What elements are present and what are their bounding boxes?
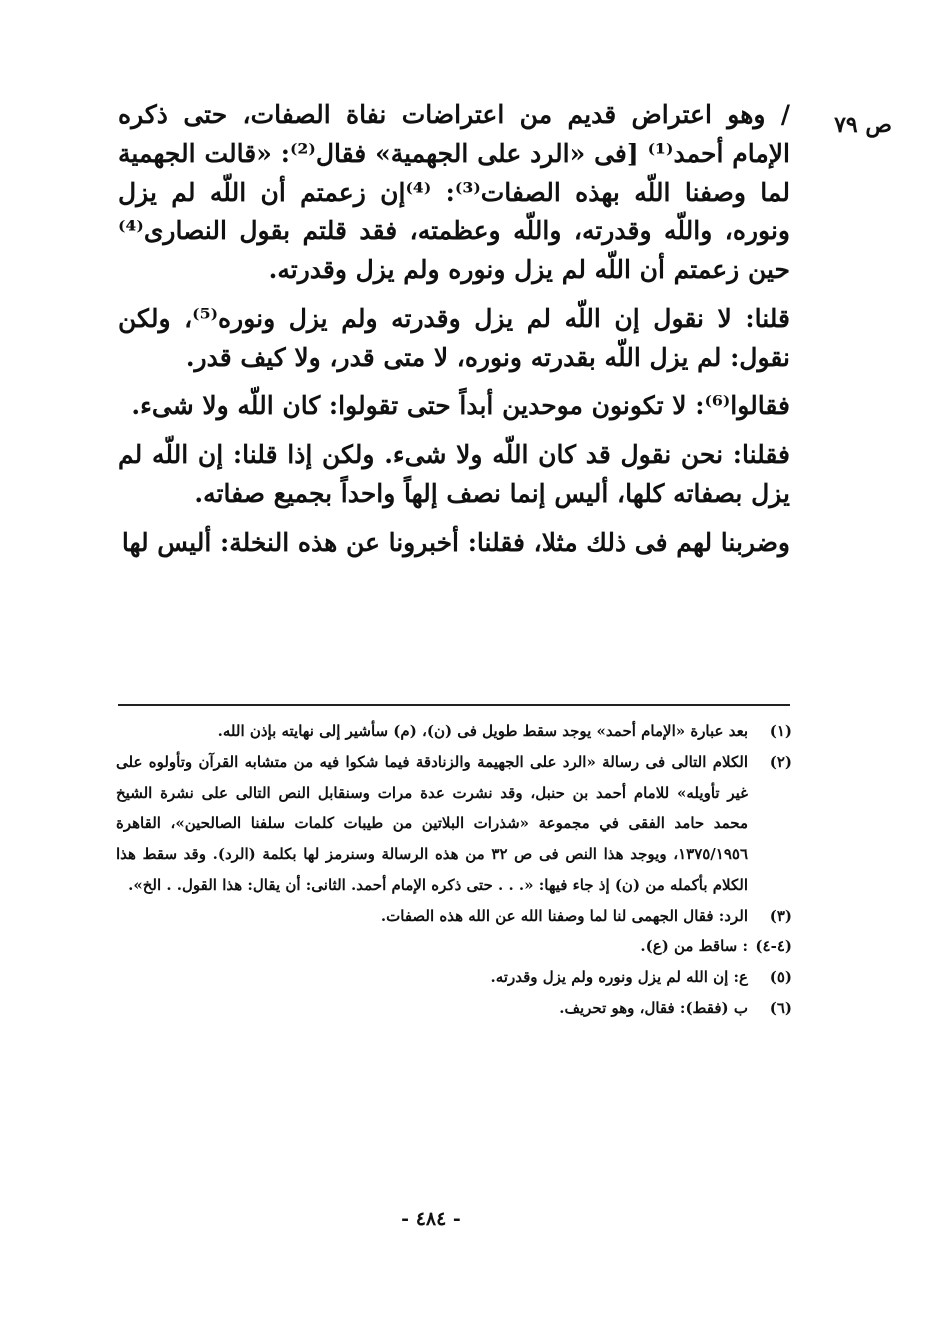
- footnote-text: ع: إن الله لم يزل ونوره ولم يزل وقدرته.: [490, 968, 748, 986]
- footnote-number: (٥): [769, 968, 792, 986]
- footnote-text: ب (فقط): فقال، وهو تحريف.: [559, 998, 748, 1017]
- side-reference: ص ٧٩: [834, 112, 892, 138]
- paragraph-4: فقلنا: نحن نقول قد كان اللّه ولا شىء. ولكن إذا قلنا: إن اللّه لم يزل بصفاته كلها، أليس إنما نصف إلهاً واحداً بجميع صفاته.: [118, 440, 790, 508]
- footnote-text: بعد عبارة «الإمام أحمد» يوجد سقط طويل فى (ن)، (م) سأشير إلى نهايته بإذن الله.: [217, 722, 748, 740]
- footnote-number: (٢): [769, 752, 792, 771]
- footnote-5: [116, 962, 792, 993]
- footnote-text: الرد: فقال الجهمى لنا لما وصفنا الله عن الله هذه الصفات.: [380, 906, 748, 925]
- paragraph-2: قلنا: لا نقول إن اللّه لم يزل وقدرته ولم يزل ونوره⁽⁵⁾، ولكن نقول: لم يزل اللّه بقدرته ونوره، لا متى قدر، ولا كيف قدر.: [118, 303, 791, 372]
- footnote-number: (١): [769, 722, 792, 740]
- paragraph-1: / وهو اعتراض قديم من اعتراضات نفاة الصفات، حتى ذكره الإمام أحمد⁽¹⁾ [فى «الرد على الجهمية» فقال⁽²⁾: «قالت الجهمية لما وصفنا اللّه بهذه الصفات⁽³⁾: ⁽⁴⁾إن زعمتم أن اللّه لم يزل ونوره، واللّه وقدرته، واللّه وعظمته، فقد قلتم بقول النصارى⁽⁴⁾ حين زعمتم أن اللّه لم يزل ونوره ولم يزل وقدرته.: [118, 100, 790, 284]
- footnote-divider: [118, 704, 790, 706]
- footnote-number: (٤-٤): [755, 937, 792, 956]
- page-number: - ٤٨٤ -: [401, 1208, 461, 1230]
- footnote-2: [116, 747, 792, 901]
- footnote-number: (٦): [769, 998, 792, 1017]
- paragraph-5: وضربنا لهم فى ذلك مثلا، فقلنا: أخبرونا عن هذه النخلة: أليس لها: [121, 527, 790, 557]
- paragraph-3: فقالوا⁽⁶⁾: لا تكونون موحدين أبداً حتى تقولوا: كان اللّه ولا شىء.: [131, 391, 790, 421]
- footnote-number: (٣): [769, 906, 792, 925]
- footnotes: [116, 716, 792, 1024]
- footnote-text: الكلام التالى فى رسالة «الرد على الجهيمة والزنادقة فيما شكوا فيه من متشابه القرآن وتأولوه على غير تأويله» للامام أحمد بن حنبل، وقد نشرت عدة مرات وسنقابل النص التالى على نشرة الشيخ محمد حامد الفقى في مجموعة «شذرات البلاتين من طيبات كلمات سلفنا الصالحين»، القاهرة ١٣٧٥/١٩٥٦، ويوجد هذا النص فى ص ٣٢ من هذه الرسالة وسنرمز لها بكلمة (الرد). وقد سقط هذا الكلام بأكمله من (ن) إذ جاء فيها: «. . . حتى ذكره الإمام أحمد. الثانى: أن يقال: هذا القول. . الخ».: [116, 752, 749, 894]
- footnote-6: [116, 993, 792, 1024]
- main-text: [118, 96, 790, 572]
- footnote-4: [116, 931, 792, 962]
- footnote-3: [116, 901, 792, 932]
- footnote-1: [116, 716, 792, 747]
- footnote-text: : ساقط من (ع).: [640, 937, 748, 956]
